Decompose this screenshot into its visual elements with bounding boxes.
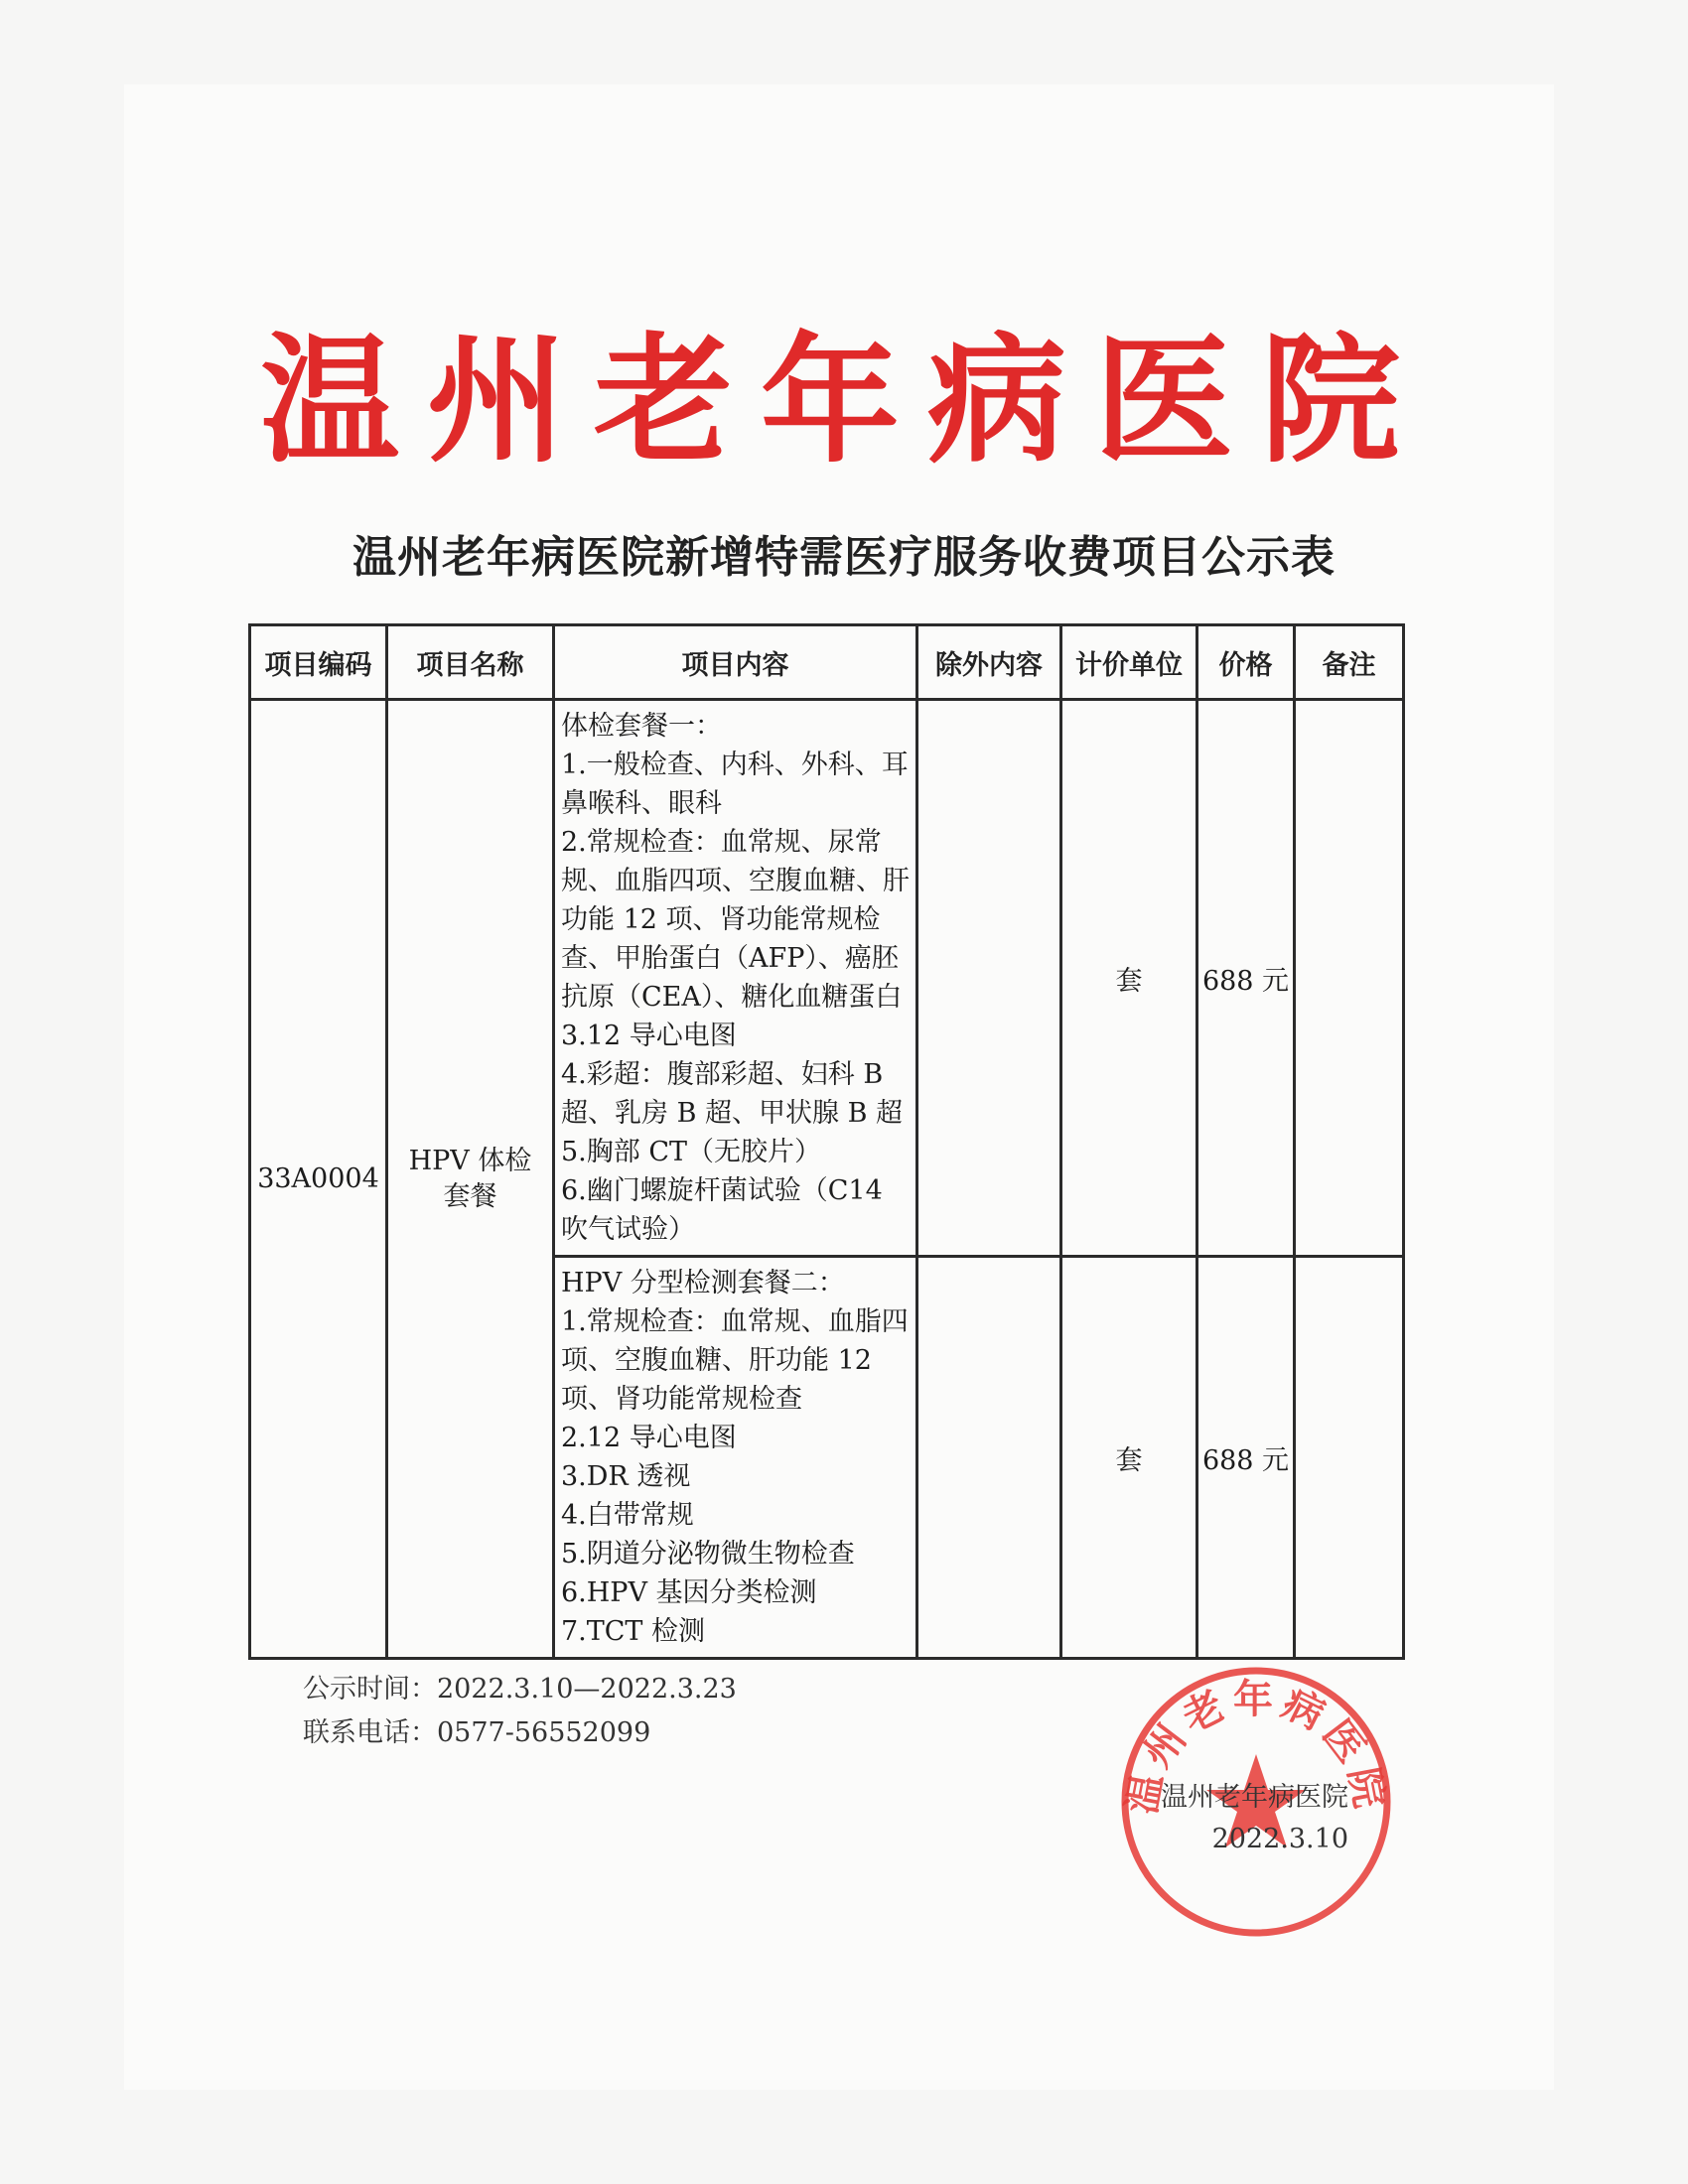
header-item-content: 项目内容 xyxy=(554,625,917,700)
header-remarks: 备注 xyxy=(1295,625,1404,700)
list-item: 6.幽门螺旋杆菌试验（C14 吹气试验） xyxy=(561,1175,883,1245)
letterhead: 温州老年病医院 xyxy=(259,321,1428,482)
header-item-name: 项目名称 xyxy=(387,625,554,700)
signature-block xyxy=(1122,1777,1348,1860)
header-unit: 计价单位 xyxy=(1061,625,1197,700)
package-1-remarks xyxy=(1295,700,1404,1257)
header-price: 价格 xyxy=(1197,625,1295,700)
header-exclusions: 除外内容 xyxy=(917,625,1061,700)
item-name: HPV 体检套餐 xyxy=(387,700,554,1659)
header-item-code: 项目编码 xyxy=(250,625,387,700)
list-item: 6.HPV 基因分类检测 xyxy=(561,1577,817,1608)
signature-org: 温州老年病医院 xyxy=(1161,1782,1348,1813)
package-1-title: 体检套餐一： xyxy=(561,711,722,742)
footer xyxy=(303,1668,737,1755)
list-item: 4.彩超：腹部彩超、妇科 B 超、乳房 B 超、甲状腺 B 超 xyxy=(561,1059,904,1129)
notice-period: 公示时间：2022.3.10—2022.3.23 xyxy=(303,1674,737,1705)
list-item: 4.白带常规 xyxy=(561,1500,694,1531)
package-2-content xyxy=(554,1257,917,1659)
table-header-row xyxy=(250,625,1404,700)
list-item: 5.胸部 CT（无胶片） xyxy=(561,1137,822,1167)
list-item: 2.12 导心电图 xyxy=(561,1423,737,1453)
package-1-content xyxy=(554,700,917,1257)
list-item: 7.TCT 检测 xyxy=(561,1616,706,1647)
seal-text: 温州老年病医院 xyxy=(1119,1676,1393,1818)
table-row xyxy=(250,700,1404,1257)
package-2-remarks xyxy=(1295,1257,1404,1659)
package-1-exclusions xyxy=(917,700,1061,1257)
package-2-title: HPV 分型检测套餐二： xyxy=(561,1268,845,1298)
signature-date: 2022.3.10 xyxy=(1211,1824,1348,1854)
list-item: 3.DR 透视 xyxy=(561,1461,691,1492)
list-item: 5.阴道分泌物微生物检查 xyxy=(561,1539,855,1570)
fee-table xyxy=(248,623,1405,1660)
document-title: 温州老年病医院新增特需医疗服务收费项目公示表 xyxy=(352,532,1336,583)
package-2-exclusions xyxy=(917,1257,1061,1659)
list-item: 1.常规检查：血常规、血脂四项、空腹血糖、肝功能 12 项、肾功能常规检查 xyxy=(561,1306,909,1415)
package-2-price: 688 元 xyxy=(1197,1257,1295,1659)
package-2-unit: 套 xyxy=(1061,1257,1197,1659)
list-item: 1.一般检查、内科、外科、耳鼻喉科、眼科 xyxy=(561,750,909,819)
list-item: 3.12 导心电图 xyxy=(561,1021,737,1051)
list-item: 2.常规检查：血常规、尿常规、血脂四项、空腹血糖、肝功能 12 项、肾功能常规检查、甲胎蛋白（AFP）、癌胚抗原（CEA）、糖化血糖蛋白 xyxy=(561,827,910,1013)
item-code: 33A0004 xyxy=(250,700,387,1659)
package-1-price: 688 元 xyxy=(1197,700,1295,1257)
package-1-unit: 套 xyxy=(1061,700,1197,1257)
contact-phone: 联系电话：0577-56552099 xyxy=(303,1717,651,1748)
